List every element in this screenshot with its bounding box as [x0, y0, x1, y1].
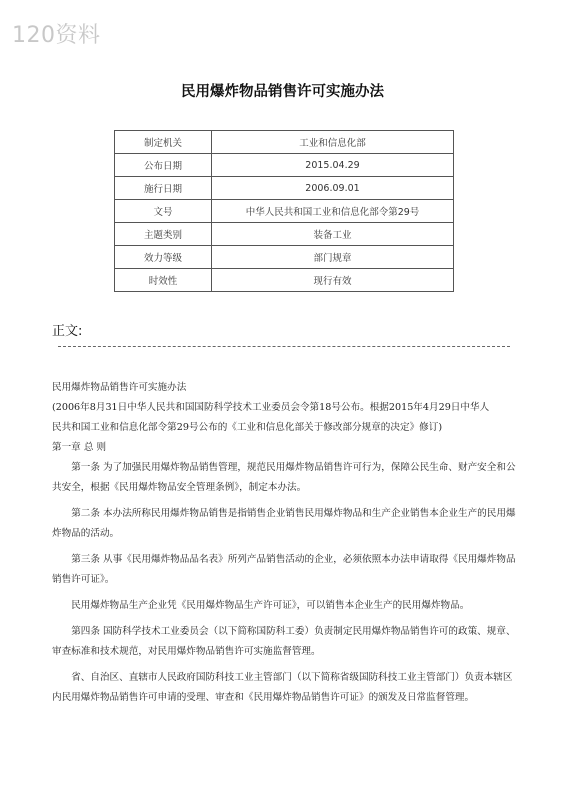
article-2: 第二条 本办法所称民用爆炸物品销售是指销售企业销售民用爆炸物品和生产企业销售本企业生产的民用爆炸物品的活动。 — [52, 508, 516, 539]
meta-value: 装备工业 — [212, 223, 454, 246]
revision-note-line-2: 民共和国工业和信息化部令第29号公布的《工业和信息化部关于修改部分规章的决定》修订) — [52, 422, 443, 433]
document-body — [52, 378, 520, 708]
meta-value: 中华人民共和国工业和信息化部令第29号 — [212, 200, 454, 223]
meta-key: 时效性 — [115, 269, 212, 292]
table-row — [115, 269, 454, 292]
metadata-table — [114, 130, 454, 292]
revision-note-line-1: (2006年8月31日中华人民共和国国防科学技术工业委员会令第18号公布。根据2015年4月29日中华人 — [52, 402, 490, 413]
meta-key: 文号 — [115, 200, 212, 223]
meta-key: 效力等级 — [115, 246, 212, 269]
table-row — [115, 223, 454, 246]
article-4: 第四条 国防科学技术工业委员会（以下简称国防科工委）负责制定民用爆炸物品销售许可的政策、规章、审查标准和技术规范，对民用爆炸物品销售许可实施监督管理。 — [52, 626, 516, 657]
meta-key: 主题类别 — [115, 223, 212, 246]
watermark-logo: 120资料 — [12, 23, 101, 48]
meta-value: 部门规章 — [212, 246, 454, 269]
meta-value: 2006.09.01 — [212, 177, 454, 200]
document-title: 民用爆炸物品销售许可实施办法 — [181, 84, 384, 100]
chapter-heading: 第一章 总 则 — [52, 442, 107, 453]
meta-value: 现行有效 — [212, 269, 454, 292]
meta-key: 公布日期 — [115, 154, 212, 177]
article-4-clause-2: 省、自治区、直辖市人民政府国防科技工业主管部门（以下简称省级国防科技工业主管部门）负责本辖区内民用爆炸物品销售许可申请的受理、审查和《民用爆炸物品销售许可证》的颁发及日常监督管理。 — [52, 672, 513, 703]
table-row — [115, 154, 454, 177]
article-3-clause-2: 民用爆炸物品生产企业凭《民用爆炸物品生产许可证》，可以销售本企业生产的民用爆炸物品。 — [71, 600, 470, 611]
table-row — [115, 131, 454, 154]
body-doc-title: 民用爆炸物品销售许可实施办法 — [52, 382, 187, 393]
meta-value: 2015.04.29 — [212, 154, 454, 177]
section-label: 正文: — [52, 324, 83, 339]
article-3: 第三条 从事《民用爆炸物品品名表》所列产品销售活动的企业，必须依照本办法申请取得《民用爆炸物品销售许可证》。 — [52, 554, 516, 585]
meta-key: 制定机关 — [115, 131, 212, 154]
table-row — [115, 246, 454, 269]
table-row — [115, 200, 454, 223]
article-1: 第一条 为了加强民用爆炸物品销售管理，规范民用爆炸物品销售许可行为，保障公民生命、财产安全和公共安全，根据《民用爆炸物品安全管理条例》，制定本办法。 — [52, 462, 516, 493]
meta-key: 施行日期 — [115, 177, 212, 200]
dashed-divider — [58, 346, 510, 347]
table-row — [115, 177, 454, 200]
meta-value: 工业和信息化部 — [212, 131, 454, 154]
